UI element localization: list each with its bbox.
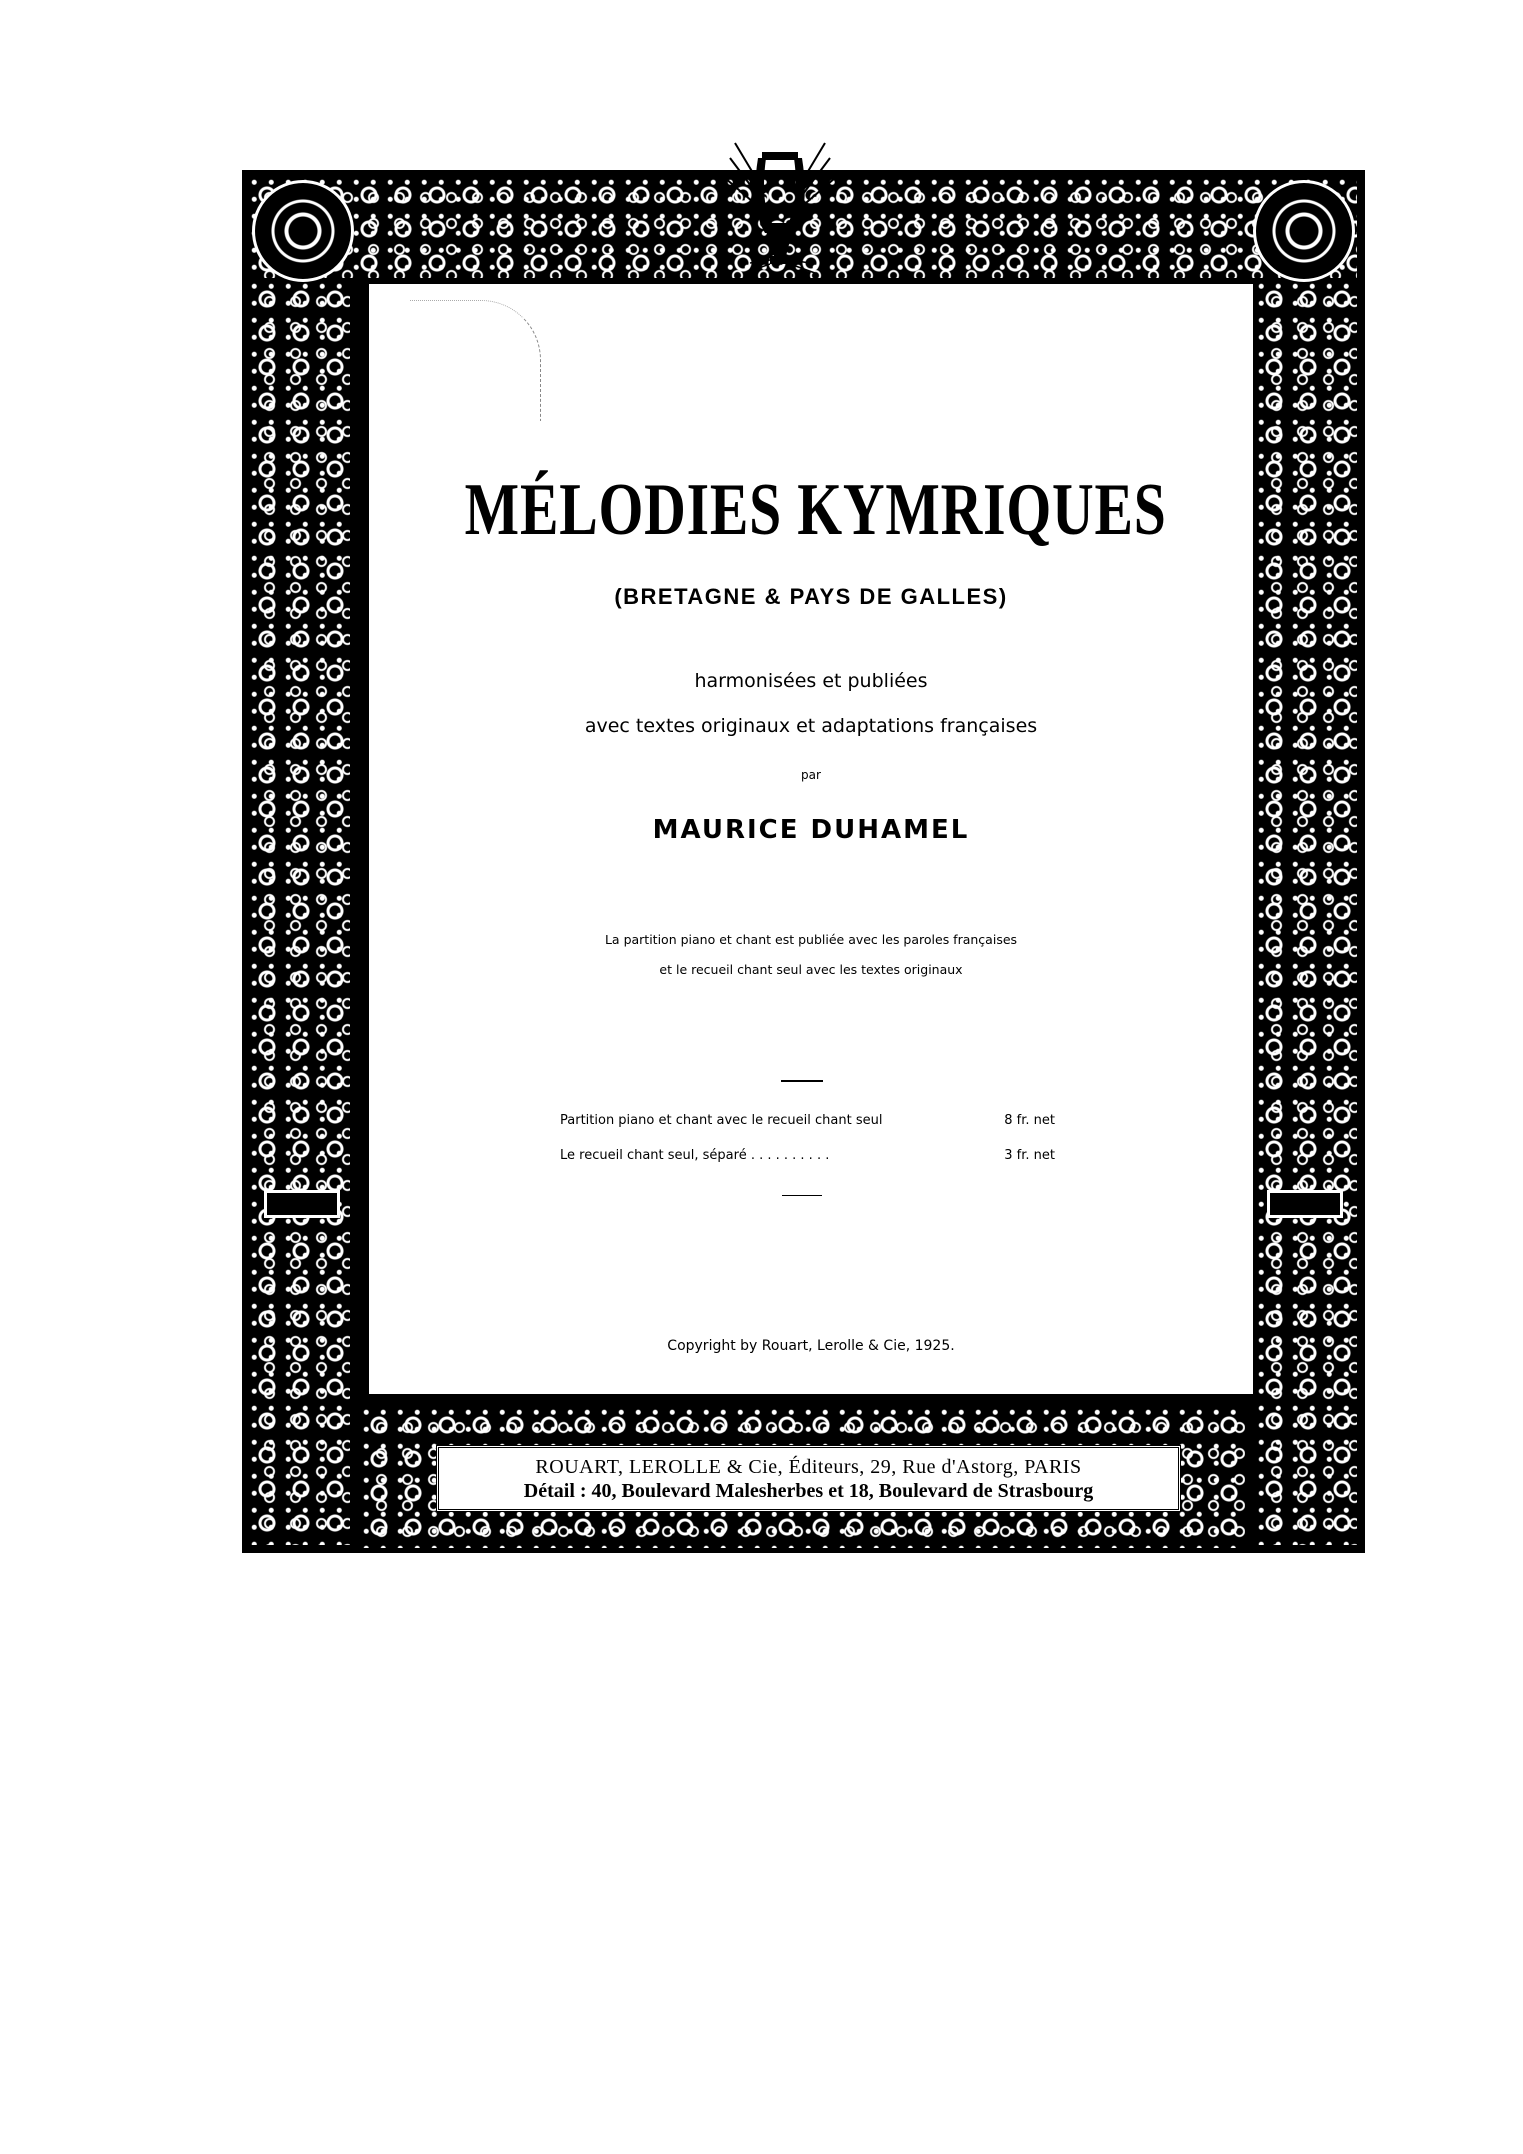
edition-note-line-1: La partition piano et chant est publiée avec les paroles françaises [604, 932, 1018, 947]
price-value: 8 fr. net [1004, 1113, 1055, 1128]
library-stamp-mark [410, 300, 541, 421]
price-row [560, 1148, 1055, 1163]
edition-note-line-2: et le recueil chant seul avec les textes originaux [659, 962, 963, 977]
price-item: Le recueil chant seul, séparé . . . . . . . . . . [560, 1148, 830, 1163]
ornament-right-column [1257, 282, 1357, 1545]
publisher-address-box [436, 1445, 1181, 1512]
monogram-medallion-left [252, 180, 354, 282]
lyre-emblem-icon [720, 138, 840, 288]
monogram-medallion-right [1253, 180, 1355, 282]
divider-bottom [782, 1195, 822, 1196]
publisher-line-1: ROUART, LEROLLE & Cie, Éditeurs, 29, Rue d'Astorg, PARIS [535, 1456, 1082, 1478]
author-name: MAURICE DUHAMEL [652, 815, 970, 845]
price-value: 3 fr. net [1004, 1148, 1055, 1163]
by-label: par [801, 768, 821, 782]
description-line-2: avec textes originaux et adaptations françaises [584, 715, 1038, 737]
plaque-left [264, 1190, 340, 1218]
page-title: MÉLODIES KYMRIQUES [464, 469, 1167, 551]
plaque-right [1267, 1190, 1343, 1218]
ornament-left-column [250, 282, 350, 1545]
copyright-notice: Copyright by Rouart, Lerolle & Cie, 1925. [667, 1338, 955, 1354]
subtitle: (BRETAGNE & PAYS DE GALLES) [614, 584, 1008, 609]
publisher-line-2: Détail : 40, Boulevard Malesherbes et 18, Boulevard de Strasbourg [523, 1480, 1094, 1502]
price-row [560, 1113, 1055, 1128]
description-line-1: harmonisées et publiées [694, 670, 928, 692]
divider-top [781, 1080, 823, 1082]
price-item: Partition piano et chant avec le recueil chant seul [560, 1113, 883, 1128]
